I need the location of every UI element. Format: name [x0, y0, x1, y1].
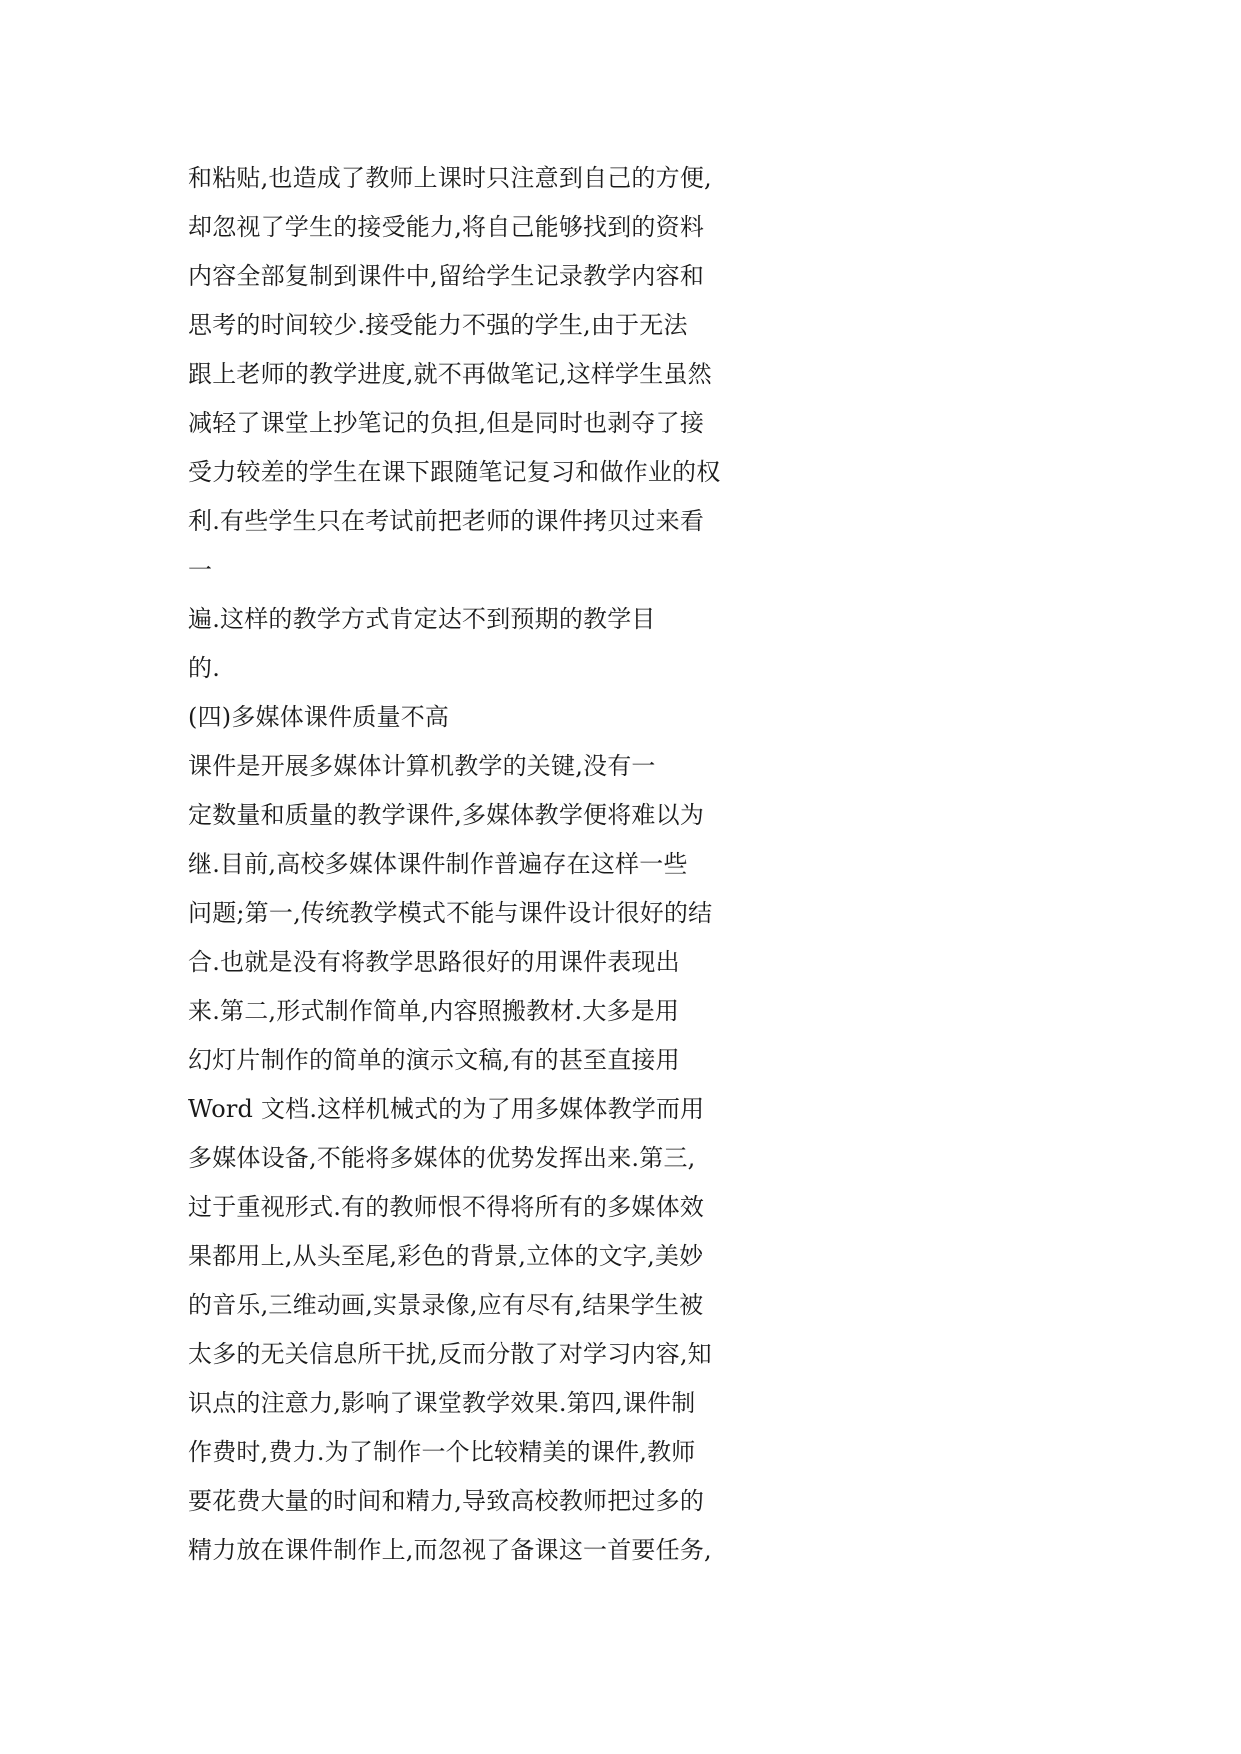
text-line: 跟上老师的教学进度,就不再做笔记,这样学生虽然 [188, 360, 712, 388]
text-line: 太多的无关信息所干扰,反而分散了对学习内容,知 [188, 1340, 712, 1368]
text-line: 利.有些学生只在考试前把老师的课件拷贝过来看 [188, 507, 705, 535]
text-line: 遍.这样的教学方式肯定达不到预期的教学目 [188, 605, 656, 633]
text-line: 的. [188, 654, 221, 682]
text-line: 幻灯片制作的简单的演示文稿,有的甚至直接用 [188, 1046, 680, 1074]
text-line: 一 [188, 556, 213, 584]
text-line: 识点的注意力,影响了课堂教学效果.第四,课件制 [188, 1389, 696, 1417]
text-line: 果都用上,从头至尾,彩色的背景,立体的文字,美妙 [188, 1242, 704, 1270]
text-line: 和粘贴,也造成了教师上课时只注意到自己的方便, [188, 164, 712, 192]
section-heading: (四)多媒体课件质量不高 [188, 703, 450, 731]
text-line: Word 文档.这样机械式的为了用多媒体教学而用 [188, 1095, 705, 1123]
text-line: 却忽视了学生的接受能力,将自己能够找到的资料 [188, 213, 705, 241]
text-line: 课件是开展多媒体计算机教学的关键,没有一 [188, 752, 656, 780]
text-line: 过于重视形式.有的教师恨不得将所有的多媒体效 [188, 1193, 705, 1221]
text-line: 问题;第一,传统教学模式不能与课件设计很好的结 [188, 899, 713, 927]
text-line: 来.第二,形式制作简单,内容照搬教材.大多是用 [188, 997, 680, 1025]
text-line: 内容全部复制到课件中,留给学生记录教学内容和 [188, 262, 705, 290]
body-text [188, 154, 808, 1575]
text-line: 定数量和质量的教学课件,多媒体教学便将难以为 [188, 801, 705, 829]
text-line: 合.也就是没有将教学思路很好的用课件表现出 [188, 948, 680, 976]
text-line: 要花费大量的时间和精力,导致高校教师把过多的 [188, 1487, 705, 1515]
text-line: 多媒体设备,不能将多媒体的优势发挥出来.第三, [188, 1144, 696, 1172]
text-line: 的音乐,三维动画,实景录像,应有尽有,结果学生被 [188, 1291, 704, 1319]
text-line: 继.目前,高校多媒体课件制作普遍存在这样一些 [188, 850, 688, 878]
text-line: 减轻了课堂上抄笔记的负担,但是同时也剥夺了接 [188, 409, 705, 437]
text-line: 作费时,费力.为了制作一个比较精美的课件,教师 [188, 1438, 696, 1466]
text-line: 受力较差的学生在课下跟随笔记复习和做作业的权 [188, 458, 721, 486]
text-line: 精力放在课件制作上,而忽视了备课这一首要任务, [188, 1536, 712, 1564]
text-line: 思考的时间较少.接受能力不强的学生,由于无法 [188, 311, 688, 339]
